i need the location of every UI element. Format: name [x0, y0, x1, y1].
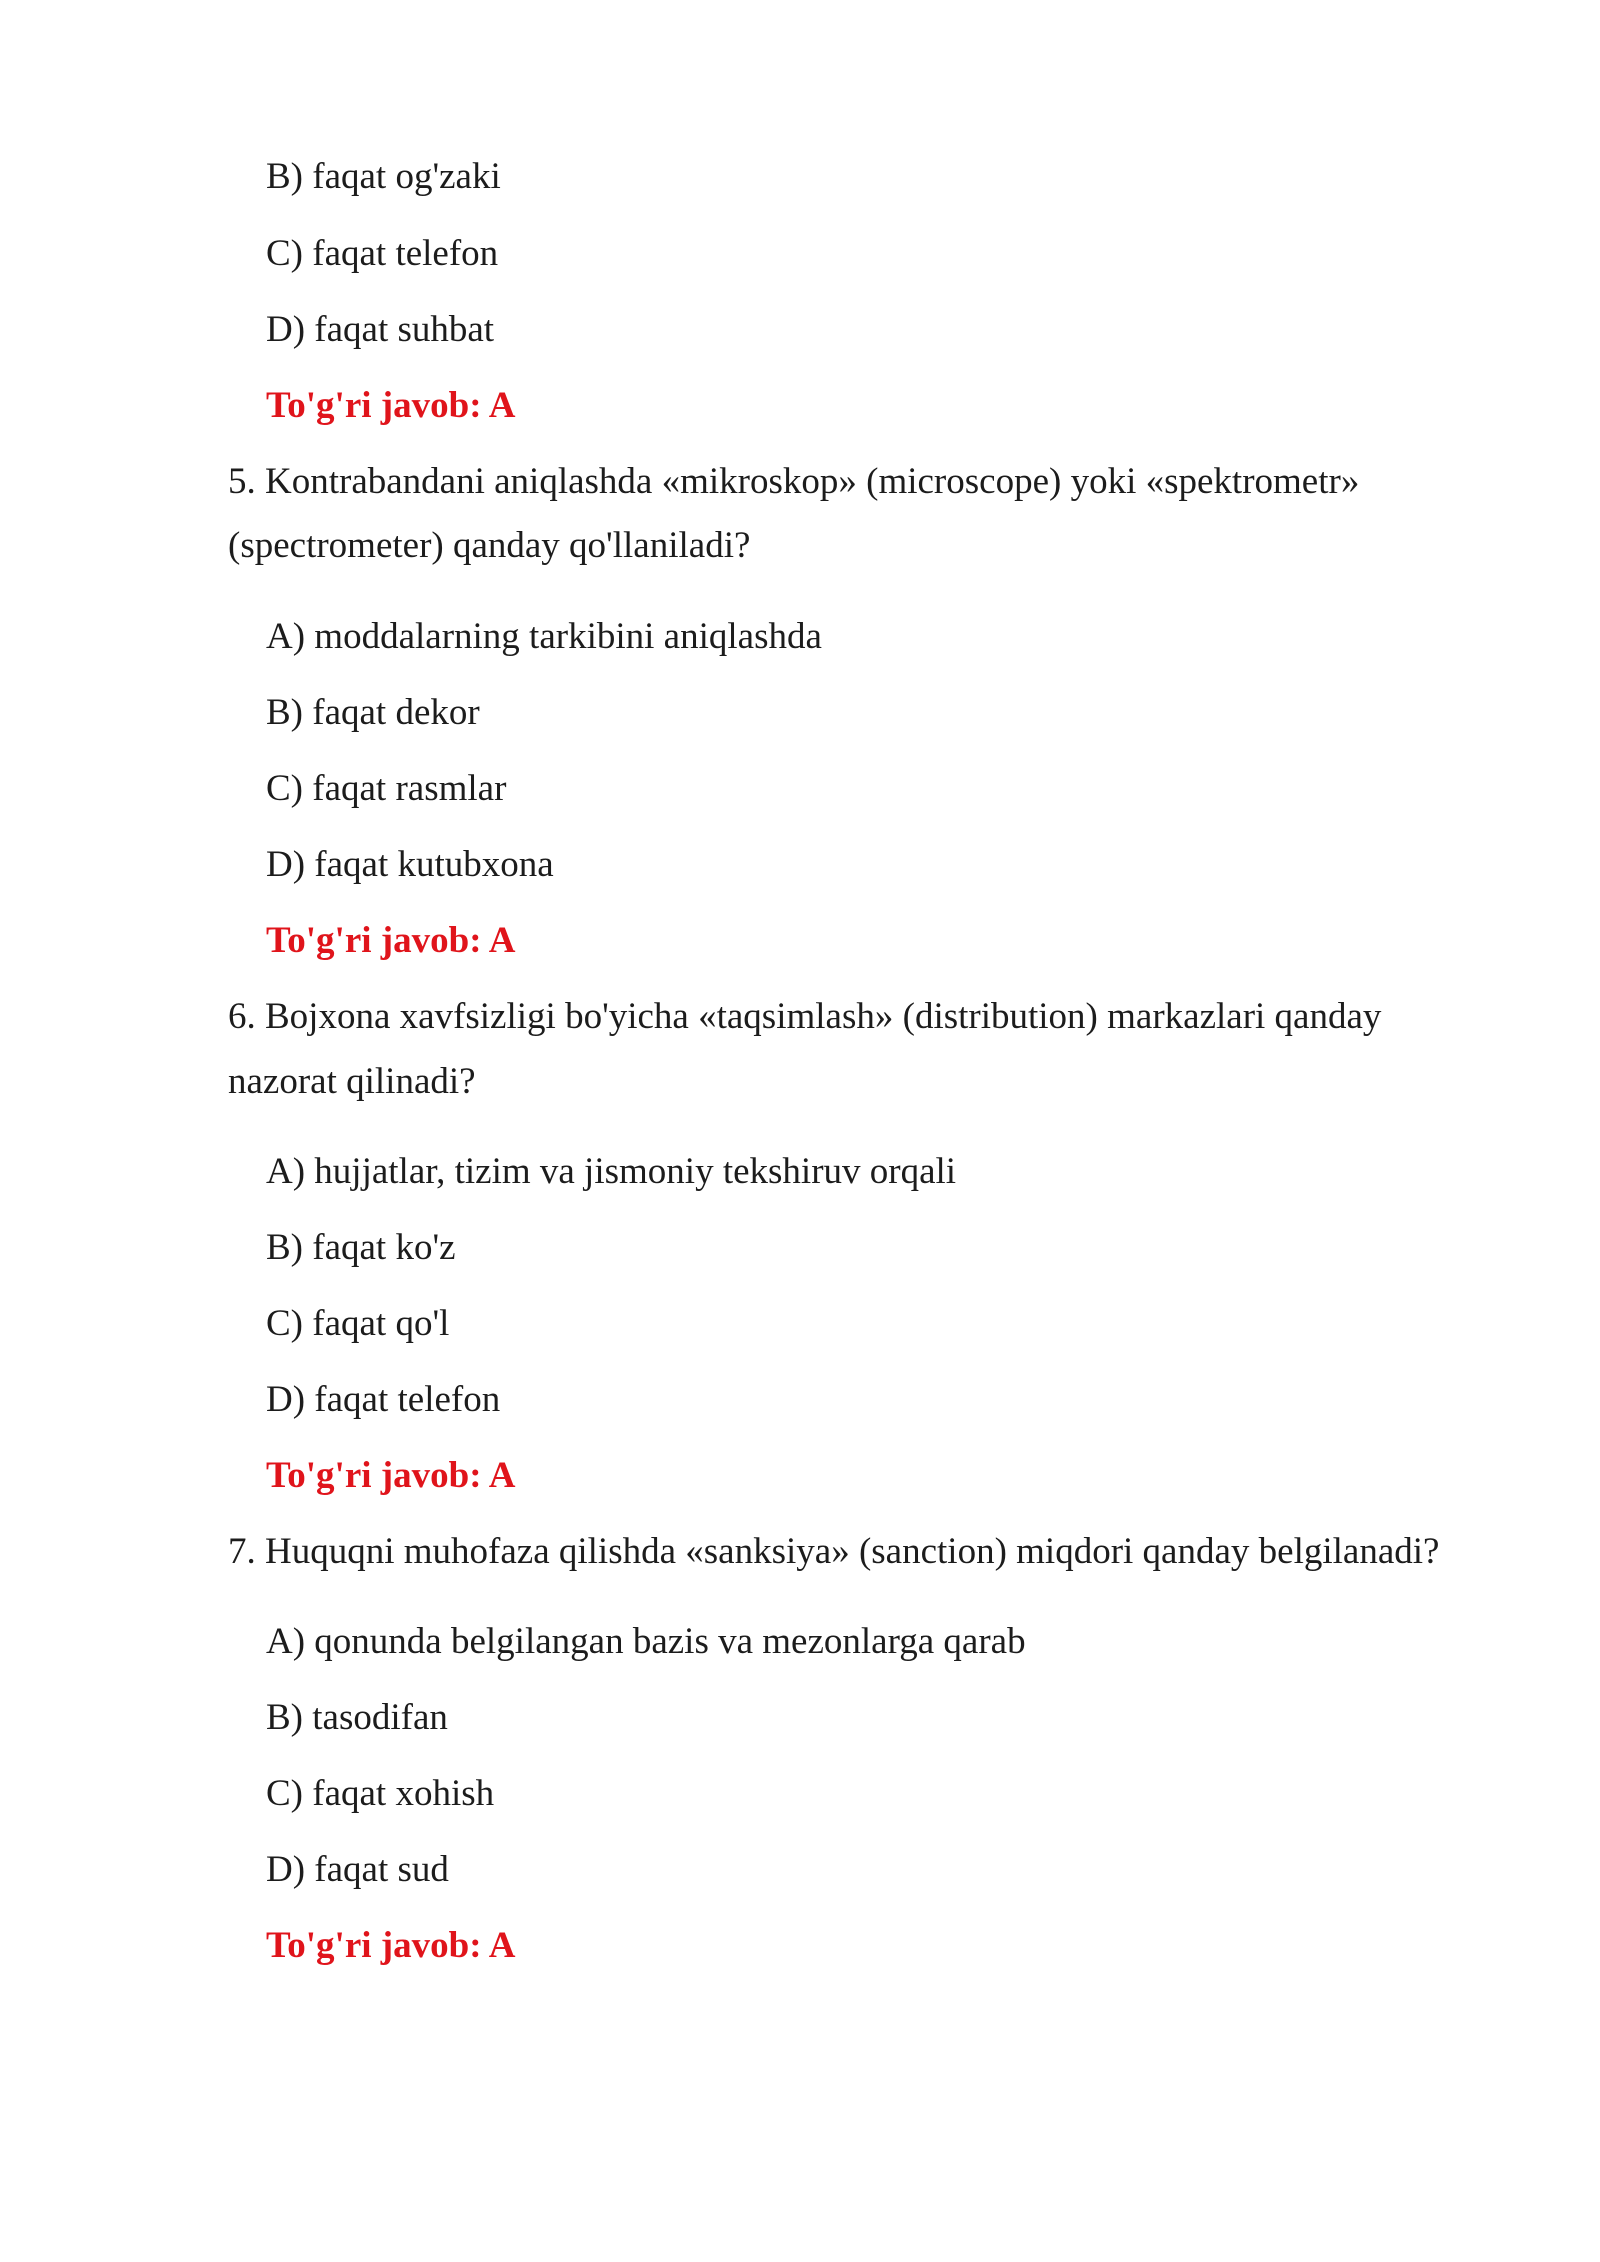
option-c: C) faqat telefon [266, 233, 499, 274]
question-6-text: nazorat qilinadi? [228, 1061, 476, 1102]
correct-answer: To'g'ri javob: A [266, 1925, 516, 1966]
option-b: B) faqat dekor [266, 692, 480, 733]
option-b: B) tasodifan [266, 1697, 448, 1738]
option-b: B) faqat og'zaki [266, 156, 501, 197]
question-6-text: 6. Bojxona xavfsizligi bo'yicha «taqsimlash» (distribution) markazlari qanday [228, 996, 1382, 1037]
option-a: A) qonunda belgilangan bazis va mezonlarga qarab [266, 1621, 1026, 1662]
option-c: C) faqat qo'l [266, 1303, 450, 1344]
correct-answer: To'g'ri javob: A [266, 920, 516, 961]
option-d: D) faqat kutubxona [266, 844, 554, 885]
option-d: D) faqat suhbat [266, 309, 495, 350]
option-d: D) faqat telefon [266, 1379, 501, 1420]
option-c: C) faqat xohish [266, 1773, 495, 1814]
option-d: D) faqat sud [266, 1849, 449, 1890]
option-a: A) hujjatlar, tizim va jismoniy tekshiruv orqali [266, 1151, 957, 1192]
correct-answer: To'g'ri javob: A [266, 385, 516, 426]
question-5-text: 5. Kontrabandani aniqlashda «mikroskop» (microscope) yoki «spektrometr» [228, 461, 1360, 502]
question-5-text: (spectrometer) qanday qo'llaniladi? [228, 525, 751, 566]
question-7-text: 7. Huquqni muhofaza qilishda «sanksiya» (sanction) miqdori qanday belgilanadi? [228, 1531, 1440, 1572]
correct-answer: To'g'ri javob: A [266, 1455, 516, 1496]
option-a: A) moddalarning tarkibini aniqlashda [266, 616, 822, 657]
option-c: C) faqat rasmlar [266, 768, 507, 809]
option-b: B) faqat ko'z [266, 1227, 456, 1268]
